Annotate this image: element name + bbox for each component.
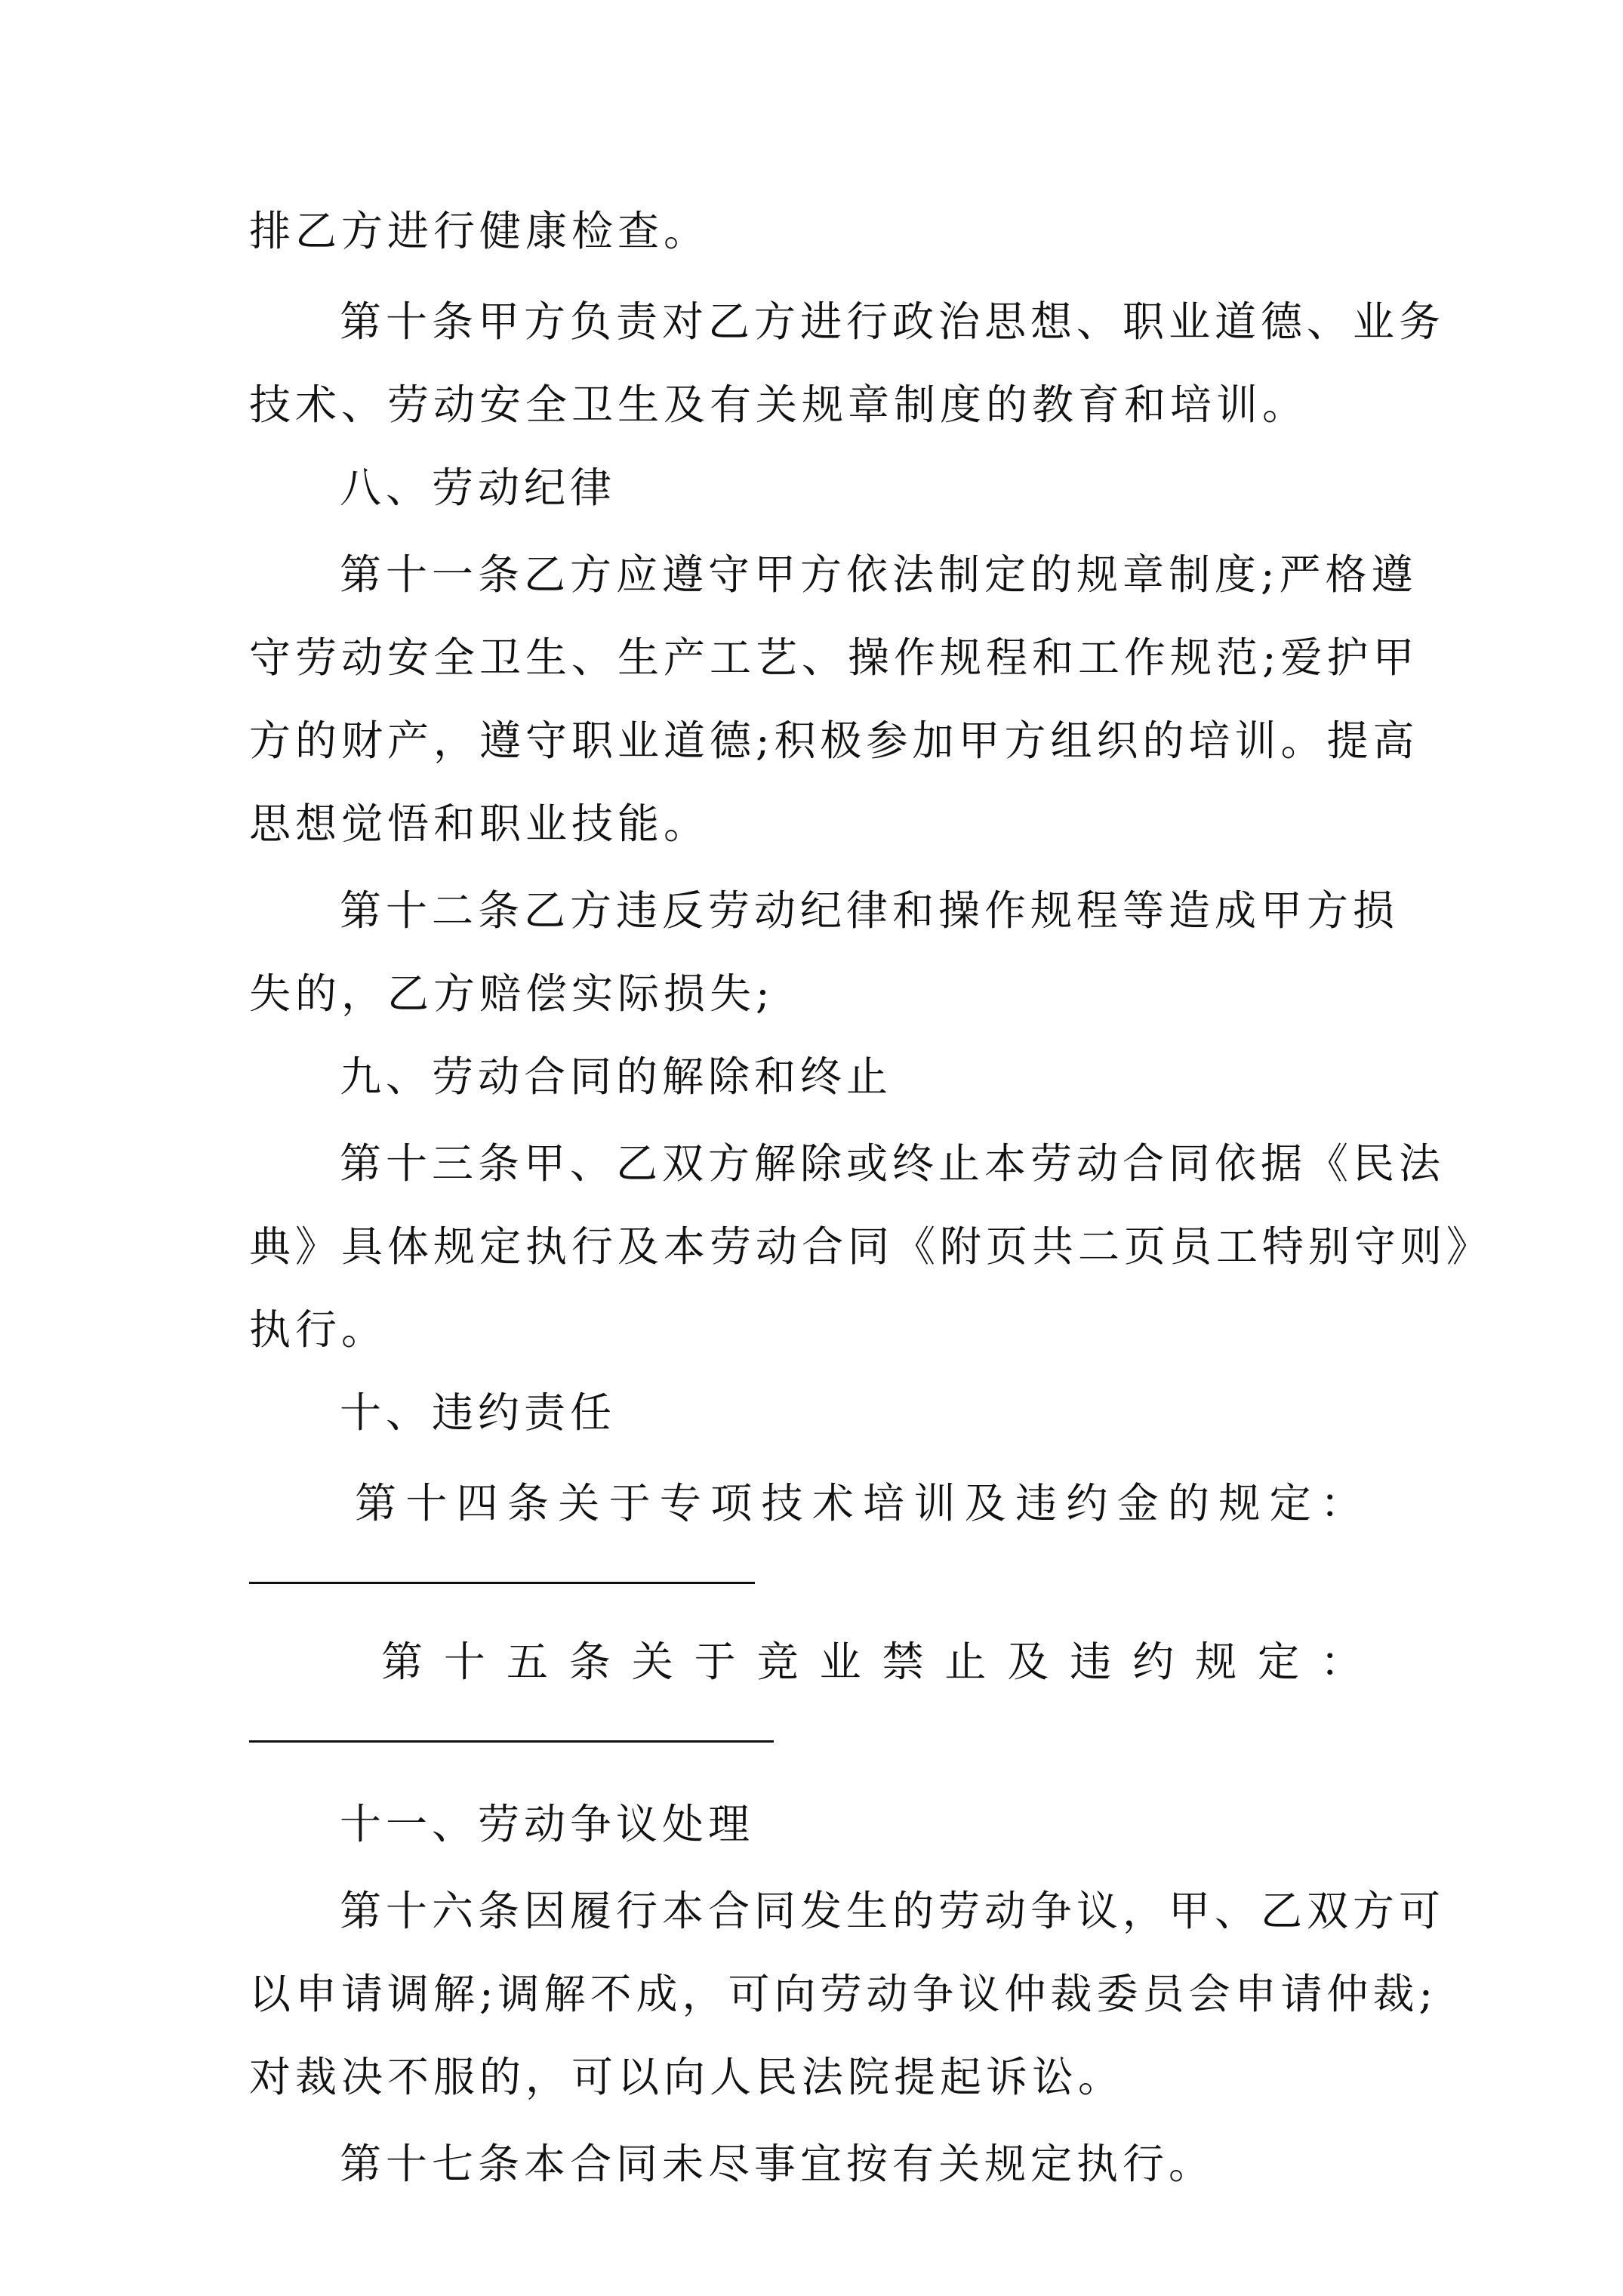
clause-12-line-2: 失的，乙方赔偿实际损失;: [249, 969, 775, 1018]
clause-16-line-3: 对裁决不服的，可以向人民法院提起诉讼。: [249, 2053, 1125, 2101]
clause-14-line: 第十四条关于专项技术培训及违约金的规定：: [355, 1479, 1366, 1527]
clause-15-blank: [249, 1740, 774, 1743]
clause-17-line: 第十七条本合同未尽事宜按有关规定执行。: [340, 2140, 1215, 2188]
section-heading-11: 十一、劳动争议处理: [340, 1800, 755, 1848]
clause-11-line-1: 第十一条乙方应遵守甲方依法制定的规章制度;严格遵: [340, 550, 1418, 599]
clause-10-line-2: 技术、劳动安全卫生及有关规章制度的教育和培训。: [249, 381, 1309, 429]
clause-11-line-3: 方的财产，遵守职业道德;积极参加甲方组织的培训。提高: [249, 717, 1419, 765]
section-heading-9: 九、劳动合同的解除和终止: [340, 1052, 893, 1101]
clause-13-line-3: 执行。: [249, 1305, 388, 1354]
clause-16-line-1: 第十六条因履行本合同发生的劳动争议，甲、乙双方可: [340, 1887, 1446, 1935]
clause-13-line-2: 典》具体规定执行及本劳动合同《附页共二页员工特别守则》: [249, 1222, 1493, 1271]
section-heading-8: 八、劳动纪律: [340, 464, 617, 512]
clause-11-line-4: 思想觉悟和职业技能。: [249, 800, 710, 848]
clause-12-line-1: 第十二条乙方违反劳动纪律和操作规程等造成甲方损: [340, 886, 1400, 935]
text-line-1: 排乙方进行健康检查。: [249, 207, 710, 255]
clause-15-line: 第十五条关于竞业禁止及违约规定：: [381, 1638, 1366, 1686]
section-heading-10: 十、违约责任: [340, 1388, 617, 1437]
clause-11-line-2: 守劳动安全卫生、生产工艺、操作规程和工作规范;爱护甲: [249, 633, 1419, 682]
clause-16-line-2: 以申请调解;调解不成，可向劳动争议仲裁委员会申请仲裁;: [249, 1970, 1438, 2018]
clause-13-line-1: 第十三条甲、乙双方解除或终止本劳动合同依据《民法: [340, 1139, 1446, 1188]
clause-10-line-1: 第十条甲方负责对乙方进行政治思想、职业道德、业务: [340, 297, 1446, 346]
clause-14-blank: [249, 1582, 755, 1584]
